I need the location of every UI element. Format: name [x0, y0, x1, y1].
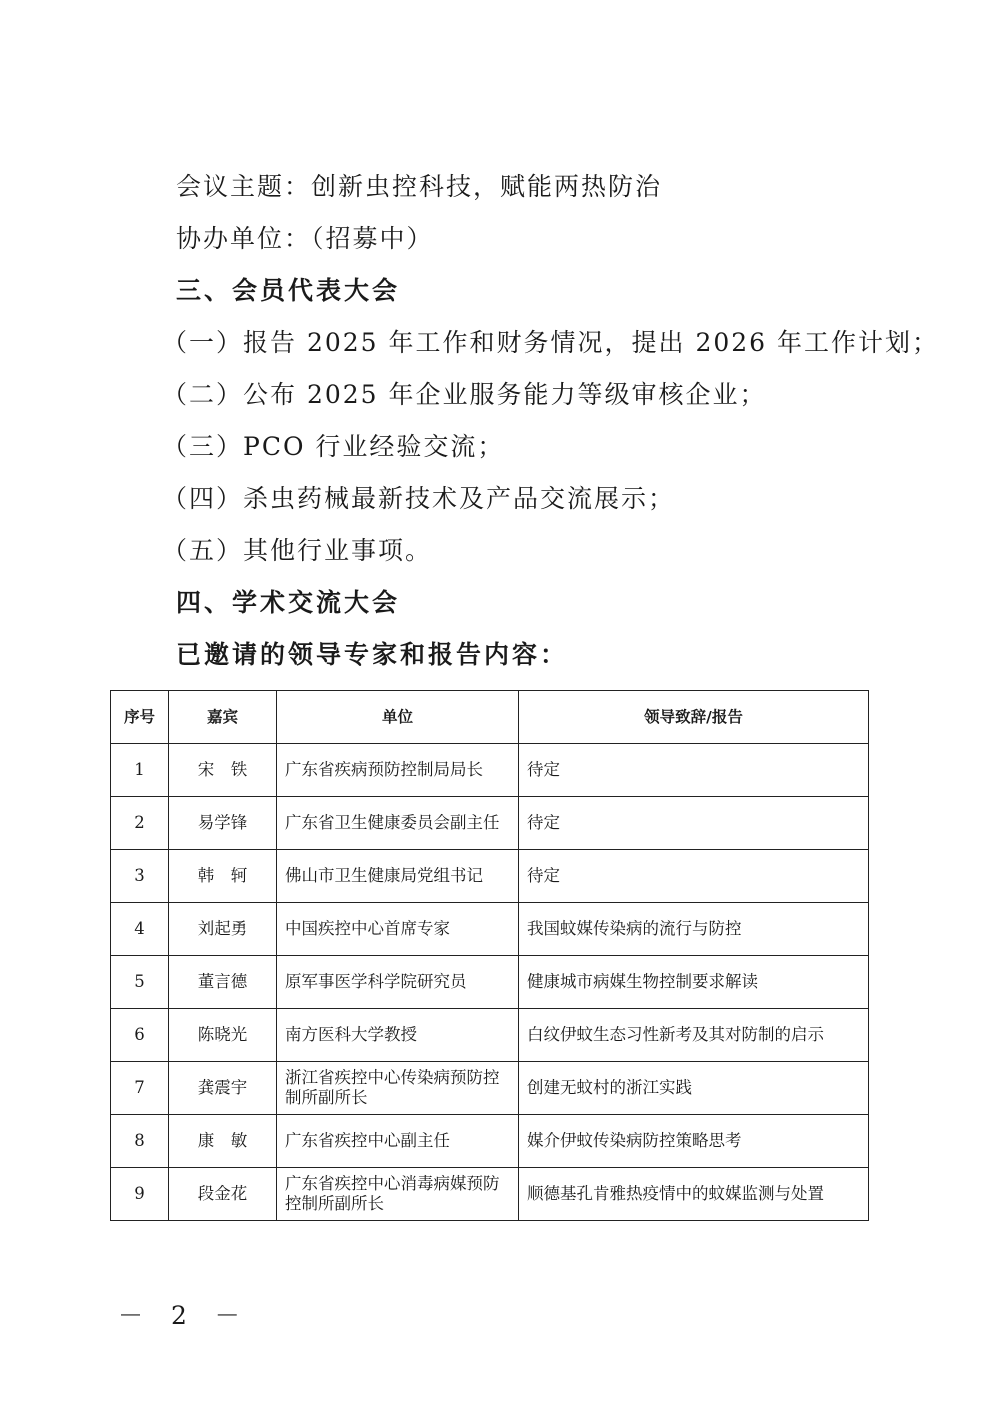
page-number: － 2 －: [118, 1301, 250, 1330]
table-row: [111, 744, 869, 797]
agenda-item-3: （三）PCO 行业经验交流；: [162, 432, 505, 461]
agenda-item-5: （五）其他行业事项。: [162, 536, 433, 565]
cell-guest: 刘起勇: [169, 903, 277, 956]
cell-no: 1: [111, 744, 169, 797]
cell-guest: 宋 铁: [169, 744, 277, 797]
cell-guest: 易学锋: [169, 797, 277, 850]
cell-topic: 顺德基孔肯雅热疫情中的蚊媒监测与处置: [519, 1168, 869, 1221]
cell-guest: 陈晓光: [169, 1009, 277, 1062]
section-4-heading: 四、学术交流大会: [176, 588, 401, 617]
cell-guest: 段金花: [169, 1168, 277, 1221]
cell-guest: 董言德: [169, 956, 277, 1009]
cell-topic: 白纹伊蚊生态习性新考及其对防制的启示: [519, 1009, 869, 1062]
table-row: [111, 956, 869, 1009]
cell-topic: 待定: [519, 744, 869, 797]
table-header-row: [111, 691, 869, 744]
table-row: [111, 797, 869, 850]
cell-topic: 待定: [519, 850, 869, 903]
cell-guest: 韩 轲: [169, 850, 277, 903]
cell-no: 8: [111, 1115, 169, 1168]
table-row: [111, 1009, 869, 1062]
cell-org: 广东省疾病预防控制局局长: [277, 744, 519, 797]
cell-topic: 健康城市病媒生物控制要求解读: [519, 956, 869, 1009]
invited-heading: 已邀请的领导专家和报告内容：: [176, 640, 569, 669]
cell-no: 7: [111, 1062, 169, 1115]
cell-topic: 我国蚊媒传染病的流行与防控: [519, 903, 869, 956]
cell-guest: 龚震宇: [169, 1062, 277, 1115]
cell-org: 原军事医学科学院研究员: [277, 956, 519, 1009]
cell-no: 6: [111, 1009, 169, 1062]
cell-topic: 创建无蚊村的浙江实践: [519, 1062, 869, 1115]
meeting-theme: 会议主题：创新虫控科技，赋能两热防治: [176, 172, 663, 201]
cell-no: 9: [111, 1168, 169, 1221]
cell-no: 3: [111, 850, 169, 903]
cell-org: 浙江省疾控中心传染病预防控制所副所长: [277, 1062, 519, 1115]
cell-org: 广东省疾控中心消毒病媒预防控制所副所长: [277, 1168, 519, 1221]
table-row: [111, 1062, 869, 1115]
table-row: [111, 1115, 869, 1168]
cell-org: 佛山市卫生健康局党组书记: [277, 850, 519, 903]
table-row: [111, 1168, 869, 1221]
guest-table: [110, 690, 869, 1221]
header-guest: 嘉宾: [169, 691, 277, 744]
table-row: [111, 850, 869, 903]
cell-org: 南方医科大学教授: [277, 1009, 519, 1062]
table-row: [111, 903, 869, 956]
agenda-item-2: （二）公布 2025 年企业服务能力等级审核企业；: [162, 380, 767, 409]
agenda-item-4: （四）杀虫药械最新技术及产品交流展示；: [162, 484, 676, 513]
cell-topic: 待定: [519, 797, 869, 850]
cell-no: 5: [111, 956, 169, 1009]
header-no: 序号: [111, 691, 169, 744]
header-topic: 领导致辞/报告: [519, 691, 869, 744]
cell-org: 广东省卫生健康委员会副主任: [277, 797, 519, 850]
cell-guest: 康 敏: [169, 1115, 277, 1168]
header-org: 单位: [277, 691, 519, 744]
section-3-heading: 三、会员代表大会: [176, 276, 401, 305]
cell-no: 4: [111, 903, 169, 956]
cell-org: 中国疾控中心首席专家: [277, 903, 519, 956]
cell-no: 2: [111, 797, 169, 850]
cell-org: 广东省疾控中心副主任: [277, 1115, 519, 1168]
agenda-item-1: （一）报告 2025 年工作和财务情况，提出 2026 年工作计划；: [162, 328, 940, 357]
cell-topic: 媒介伊蚊传染病防控策略思考: [519, 1115, 869, 1168]
co-organizer: 协办单位：（招募中）: [176, 224, 434, 253]
